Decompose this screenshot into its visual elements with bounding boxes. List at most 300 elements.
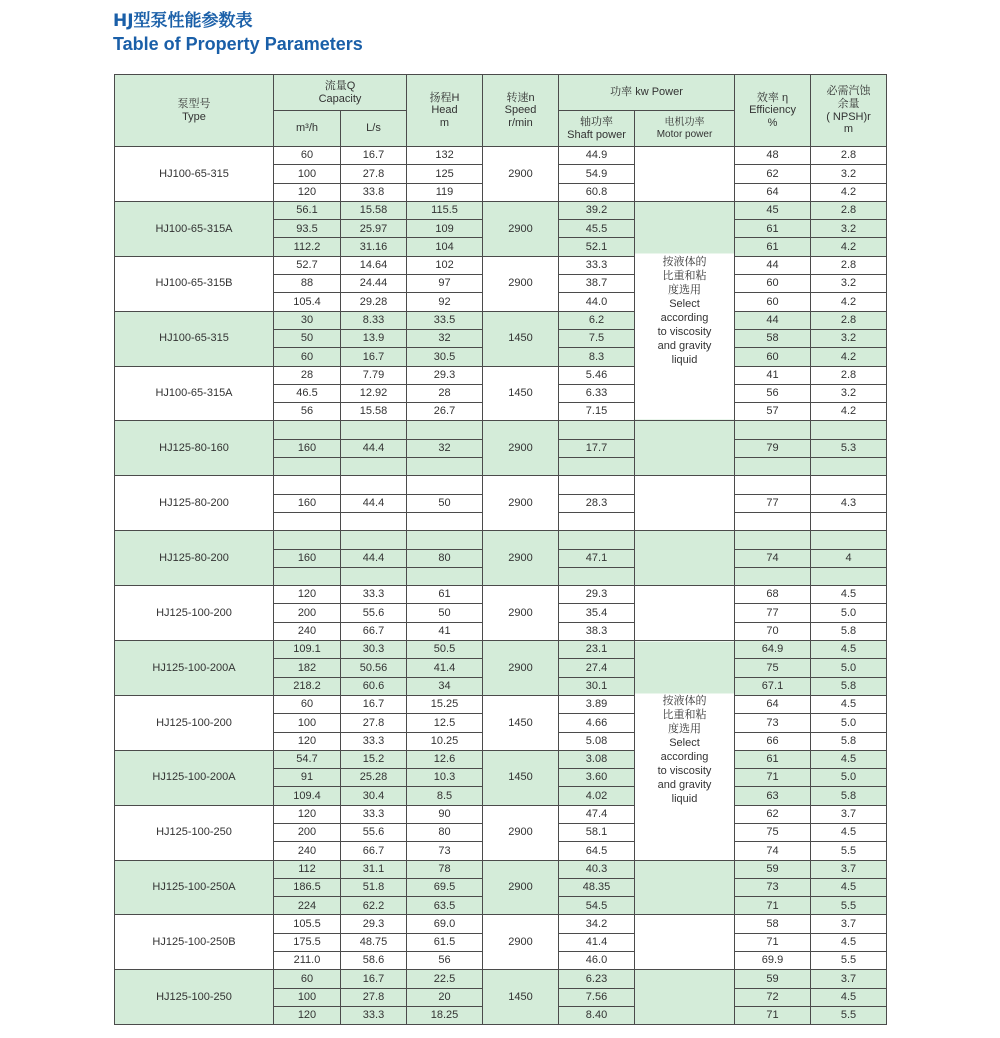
capacity-ls-cell: 25.28 <box>341 769 407 787</box>
pump-type-cell: HJ125-100-250B <box>115 915 274 970</box>
capacity-ls-cell: 58.6 <box>341 952 407 970</box>
table-row <box>115 915 887 933</box>
capacity-m3h-cell: 112 <box>274 860 341 878</box>
capacity-m3h-cell: 120 <box>274 183 341 201</box>
shaft-power-cell <box>559 531 635 549</box>
head-cell: 56 <box>407 952 483 970</box>
capacity-ls-cell: 16.7 <box>341 695 407 713</box>
shaft-power-cell: 5.08 <box>559 732 635 750</box>
head-cell: 102 <box>407 256 483 274</box>
header-efficiency <box>735 75 811 147</box>
motor-note-en-line2: according <box>660 312 709 325</box>
shaft-power-cell <box>559 512 635 530</box>
table-row <box>115 366 887 384</box>
capacity-m3h-cell: 60 <box>274 147 341 165</box>
capacity-ls-cell: 24.44 <box>341 275 407 293</box>
table-row <box>115 860 887 878</box>
speed-cell: 2900 <box>483 915 559 970</box>
table-row <box>115 201 887 219</box>
npsh-cell: 4.5 <box>811 641 887 659</box>
efficiency-cell: 68 <box>735 586 811 604</box>
shaft-power-cell: 54.5 <box>559 897 635 915</box>
motor-power-cell <box>635 421 735 476</box>
shaft-power-cell: 64.5 <box>559 842 635 860</box>
header-eff-en: Efficiency <box>749 104 796 117</box>
npsh-cell: 4.2 <box>811 403 887 421</box>
efficiency-cell: 62 <box>735 805 811 823</box>
capacity-ls-cell: 66.7 <box>341 842 407 860</box>
capacity-m3h-cell: 200 <box>274 823 341 841</box>
efficiency-cell: 64.9 <box>735 641 811 659</box>
efficiency-cell <box>735 476 811 494</box>
capacity-ls-cell: 30.4 <box>341 787 407 805</box>
capacity-m3h-cell: 46.5 <box>274 384 341 402</box>
capacity-m3h-cell: 93.5 <box>274 220 341 238</box>
capacity-m3h-cell: 56 <box>274 403 341 421</box>
efficiency-cell: 71 <box>735 1006 811 1024</box>
shaft-power-cell: 7.5 <box>559 329 635 347</box>
motor-power-cell <box>635 531 735 586</box>
efficiency-cell: 56 <box>735 384 811 402</box>
header-shaft-en: Shaft power <box>567 128 626 141</box>
efficiency-cell: 61 <box>735 238 811 256</box>
capacity-ls-cell: 13.9 <box>341 329 407 347</box>
header-npsh-unit: m <box>843 123 854 136</box>
head-cell: 80 <box>407 823 483 841</box>
header-head <box>407 75 483 147</box>
pump-type-cell: HJ125-80-160 <box>115 421 274 476</box>
capacity-ls-cell: 29.28 <box>341 293 407 311</box>
capacity-m3h-cell: 211.0 <box>274 952 341 970</box>
npsh-cell: 3.2 <box>811 275 887 293</box>
efficiency-cell: 71 <box>735 769 811 787</box>
capacity-m3h-cell: 30 <box>274 311 341 329</box>
shaft-power-cell: 4.66 <box>559 714 635 732</box>
motor-note-en-line4: and gravity <box>657 779 712 792</box>
npsh-cell: 4.2 <box>811 348 887 366</box>
head-cell: 28 <box>407 384 483 402</box>
speed-cell: 2900 <box>483 201 559 256</box>
efficiency-cell: 61 <box>735 750 811 768</box>
motor-note-en-line5: liquid <box>671 793 698 806</box>
npsh-cell: 5.8 <box>811 677 887 695</box>
capacity-m3h-cell: 50 <box>274 329 341 347</box>
motor-power-cell <box>635 586 735 641</box>
header-type-en: Type <box>182 110 206 123</box>
capacity-m3h-cell: 160 <box>274 494 341 512</box>
property-parameters-table <box>114 74 887 1025</box>
capacity-ls-cell <box>341 476 407 494</box>
capacity-m3h-cell: 218.2 <box>274 677 341 695</box>
pump-type-cell: HJ100-65-315B <box>115 256 274 311</box>
npsh-cell: 3.7 <box>811 805 887 823</box>
capacity-ls-cell: 12.92 <box>341 384 407 402</box>
efficiency-cell: 59 <box>735 860 811 878</box>
capacity-ls-cell: 25.97 <box>341 220 407 238</box>
efficiency-cell: 66 <box>735 732 811 750</box>
shaft-power-cell: 58.1 <box>559 823 635 841</box>
table-row <box>115 641 887 659</box>
motor-note-en-line1: Select <box>669 298 700 311</box>
table-row <box>115 421 887 439</box>
npsh-cell: 4.5 <box>811 988 887 1006</box>
head-cell: 10.3 <box>407 769 483 787</box>
npsh-cell: 5.5 <box>811 952 887 970</box>
efficiency-cell: 71 <box>735 897 811 915</box>
npsh-cell: 2.8 <box>811 311 887 329</box>
motor-power-note <box>635 255 734 367</box>
head-cell: 69.5 <box>407 878 483 896</box>
capacity-ls-cell: 44.4 <box>341 494 407 512</box>
speed-cell: 2900 <box>483 860 559 915</box>
shaft-power-cell: 38.7 <box>559 275 635 293</box>
efficiency-cell: 67.1 <box>735 677 811 695</box>
capacity-ls-cell <box>341 421 407 439</box>
pump-type-cell: HJ100-65-315A <box>115 201 274 256</box>
shaft-power-cell: 47.1 <box>559 549 635 567</box>
shaft-power-cell: 48.35 <box>559 878 635 896</box>
efficiency-cell: 69.9 <box>735 952 811 970</box>
head-cell: 61 <box>407 586 483 604</box>
shaft-power-cell <box>559 421 635 439</box>
head-cell <box>407 531 483 549</box>
npsh-cell: 4.2 <box>811 183 887 201</box>
capacity-ls-cell <box>341 512 407 530</box>
shaft-power-cell: 54.9 <box>559 165 635 183</box>
capacity-m3h-cell: 175.5 <box>274 933 341 951</box>
efficiency-cell: 73 <box>735 714 811 732</box>
speed-cell: 2900 <box>483 147 559 202</box>
efficiency-cell: 41 <box>735 366 811 384</box>
head-cell: 92 <box>407 293 483 311</box>
header-shaft-power <box>559 111 635 147</box>
header-npsh-cn: 必需汽蚀余量 <box>826 85 871 110</box>
efficiency-cell: 60 <box>735 348 811 366</box>
capacity-m3h-cell <box>274 512 341 530</box>
npsh-cell: 4.5 <box>811 586 887 604</box>
speed-cell: 1450 <box>483 970 559 1025</box>
table-row <box>115 256 887 274</box>
pump-type-cell: HJ125-100-200 <box>115 695 274 750</box>
head-cell <box>407 421 483 439</box>
capacity-m3h-cell: 240 <box>274 842 341 860</box>
motor-note-cn-line1: 按液体的 <box>662 256 707 269</box>
efficiency-cell: 70 <box>735 622 811 640</box>
head-cell: 73 <box>407 842 483 860</box>
capacity-ls-cell: 15.2 <box>341 750 407 768</box>
header-head-en: Head <box>431 104 458 117</box>
head-cell: 34 <box>407 677 483 695</box>
efficiency-cell <box>735 421 811 439</box>
npsh-cell <box>811 476 887 494</box>
table-row <box>115 531 887 549</box>
capacity-m3h-cell <box>274 476 341 494</box>
npsh-cell: 3.7 <box>811 860 887 878</box>
shaft-power-cell: 17.7 <box>559 439 635 457</box>
pump-type-cell: HJ125-100-200A <box>115 641 274 696</box>
capacity-ls-cell: 16.7 <box>341 970 407 988</box>
header-speed-unit: r/min <box>508 116 533 129</box>
shaft-power-cell: 35.4 <box>559 604 635 622</box>
speed-cell: 2900 <box>483 586 559 641</box>
npsh-cell: 5.8 <box>811 732 887 750</box>
head-cell <box>407 476 483 494</box>
shaft-power-cell: 5.46 <box>559 366 635 384</box>
efficiency-cell: 44 <box>735 256 811 274</box>
head-cell: 41 <box>407 622 483 640</box>
pump-type-cell: HJ125-80-200 <box>115 476 274 531</box>
header-head-unit: m <box>439 116 450 129</box>
shaft-power-cell <box>559 458 635 476</box>
head-cell: 8.5 <box>407 787 483 805</box>
shaft-power-cell: 3.89 <box>559 695 635 713</box>
shaft-power-cell: 34.2 <box>559 915 635 933</box>
pump-type-cell: HJ125-100-200 <box>115 586 274 641</box>
page-title-en: Table of Property Parameters <box>113 34 363 54</box>
header-speed-cn: 转速n <box>506 91 535 104</box>
header-capacity-en: Capacity <box>318 92 362 105</box>
pump-type-cell: HJ100-65-315 <box>115 147 274 202</box>
head-cell <box>407 458 483 476</box>
efficiency-cell <box>735 567 811 585</box>
npsh-cell: 5.0 <box>811 769 887 787</box>
capacity-m3h-cell: 52.7 <box>274 256 341 274</box>
head-cell: 20 <box>407 988 483 1006</box>
shaft-power-cell: 27.4 <box>559 659 635 677</box>
shaft-power-cell: 30.1 <box>559 677 635 695</box>
motor-note-en-line3: to viscosity <box>657 326 712 339</box>
capacity-ls-cell: 60.6 <box>341 677 407 695</box>
table-header <box>115 75 887 147</box>
capacity-m3h-cell: 120 <box>274 586 341 604</box>
shaft-power-cell: 3.08 <box>559 750 635 768</box>
motor-note-cn-line3: 度选用 <box>668 284 702 297</box>
npsh-cell: 2.8 <box>811 256 887 274</box>
header-type-cn: 泵型号 <box>177 97 211 110</box>
header-eff-unit: % <box>767 116 778 129</box>
capacity-m3h-cell: 160 <box>274 439 341 457</box>
head-cell: 97 <box>407 275 483 293</box>
shaft-power-cell: 38.3 <box>559 622 635 640</box>
shaft-power-cell: 44.0 <box>559 293 635 311</box>
table-row <box>115 476 887 494</box>
head-cell: 50.5 <box>407 641 483 659</box>
capacity-ls-cell: 27.8 <box>341 165 407 183</box>
motor-power-merged-cell <box>635 201 735 421</box>
header-speed-en: Speed <box>504 104 537 117</box>
efficiency-cell: 58 <box>735 915 811 933</box>
capacity-m3h-cell: 109.1 <box>274 641 341 659</box>
efficiency-cell: 45 <box>735 201 811 219</box>
capacity-m3h-cell: 56.1 <box>274 201 341 219</box>
shaft-power-cell: 29.3 <box>559 586 635 604</box>
npsh-cell: 5.0 <box>811 659 887 677</box>
capacity-m3h-cell: 88 <box>274 275 341 293</box>
shaft-power-cell: 28.3 <box>559 494 635 512</box>
head-cell: 33.5 <box>407 311 483 329</box>
motor-note-en-line5: liquid <box>671 354 698 367</box>
efficiency-cell: 71 <box>735 933 811 951</box>
npsh-cell: 3.7 <box>811 915 887 933</box>
motor-note-cn-line2: 比重和粘 <box>662 270 707 283</box>
header-npsh <box>811 75 887 147</box>
capacity-ls-cell: 66.7 <box>341 622 407 640</box>
table-row <box>115 695 887 713</box>
head-cell: 29.3 <box>407 366 483 384</box>
efficiency-cell <box>735 512 811 530</box>
capacity-ls-cell: 55.6 <box>341 604 407 622</box>
table-row <box>115 586 887 604</box>
header-speed <box>483 75 559 147</box>
npsh-cell: 3.2 <box>811 165 887 183</box>
capacity-m3h-cell: 120 <box>274 1006 341 1024</box>
efficiency-cell: 63 <box>735 787 811 805</box>
npsh-cell: 2.8 <box>811 147 887 165</box>
capacity-ls-cell: 7.79 <box>341 366 407 384</box>
head-cell: 63.5 <box>407 897 483 915</box>
head-cell: 132 <box>407 147 483 165</box>
capacity-m3h-cell: 105.4 <box>274 293 341 311</box>
shaft-power-cell: 45.5 <box>559 220 635 238</box>
capacity-m3h-cell: 100 <box>274 165 341 183</box>
header-eff-cn: 效率 η <box>756 91 789 104</box>
head-cell: 26.7 <box>407 403 483 421</box>
capacity-ls-cell <box>341 531 407 549</box>
efficiency-cell: 44 <box>735 311 811 329</box>
npsh-cell: 2.8 <box>811 366 887 384</box>
shaft-power-cell: 40.3 <box>559 860 635 878</box>
capacity-m3h-cell: 200 <box>274 604 341 622</box>
efficiency-cell: 77 <box>735 494 811 512</box>
speed-cell: 2900 <box>483 641 559 696</box>
capacity-m3h-cell: 91 <box>274 769 341 787</box>
shaft-power-cell: 6.33 <box>559 384 635 402</box>
npsh-cell: 5.0 <box>811 604 887 622</box>
motor-power-note <box>635 694 734 806</box>
npsh-cell <box>811 421 887 439</box>
header-capacity <box>274 75 407 111</box>
capacity-ls-cell: 14.64 <box>341 256 407 274</box>
npsh-cell: 5.0 <box>811 714 887 732</box>
efficiency-cell: 64 <box>735 183 811 201</box>
shaft-power-cell: 7.15 <box>559 403 635 421</box>
page-title-cn: HJ型泵性能参数表 <box>113 11 253 31</box>
table-row <box>115 311 887 329</box>
npsh-cell: 4.5 <box>811 933 887 951</box>
pump-type-cell: HJ125-100-250 <box>115 970 274 1025</box>
shaft-power-cell: 46.0 <box>559 952 635 970</box>
shaft-power-cell: 44.9 <box>559 147 635 165</box>
table-body <box>115 147 887 1025</box>
capacity-m3h-cell: 100 <box>274 714 341 732</box>
speed-cell: 2900 <box>483 476 559 531</box>
capacity-m3h-cell: 105.5 <box>274 915 341 933</box>
capacity-ls-cell: 29.3 <box>341 915 407 933</box>
capacity-ls-cell: 33.3 <box>341 805 407 823</box>
motor-note-en-line4: and gravity <box>657 340 712 353</box>
npsh-cell <box>811 512 887 530</box>
capacity-m3h-cell <box>274 531 341 549</box>
motor-note-en-line1: Select <box>669 737 700 750</box>
capacity-m3h-cell: 28 <box>274 366 341 384</box>
table-row <box>115 805 887 823</box>
npsh-cell: 5.3 <box>811 439 887 457</box>
header-head-cn: 扬程H <box>429 91 460 104</box>
capacity-ls-cell: 33.3 <box>341 586 407 604</box>
capacity-m3h-cell <box>274 421 341 439</box>
capacity-ls-cell <box>341 567 407 585</box>
npsh-cell: 4 <box>811 549 887 567</box>
motor-power-cell <box>635 915 735 970</box>
motor-note-en-line2: according <box>660 751 709 764</box>
head-cell: 80 <box>407 549 483 567</box>
head-cell: 15.25 <box>407 695 483 713</box>
efficiency-cell: 79 <box>735 439 811 457</box>
header-npsh-en: ( NPSH)r <box>826 110 871 123</box>
capacity-ls-cell: 55.6 <box>341 823 407 841</box>
npsh-cell: 3.2 <box>811 220 887 238</box>
capacity-ls-cell: 16.7 <box>341 348 407 366</box>
npsh-cell: 4.5 <box>811 878 887 896</box>
pump-type-cell: HJ100-65-315A <box>115 366 274 421</box>
header-power <box>559 75 735 111</box>
npsh-cell: 5.5 <box>811 1006 887 1024</box>
pump-type-cell: HJ125-100-250A <box>115 860 274 915</box>
capacity-ls-cell: 27.8 <box>341 988 407 1006</box>
shaft-power-cell: 41.4 <box>559 933 635 951</box>
speed-cell: 2900 <box>483 531 559 586</box>
head-cell: 61.5 <box>407 933 483 951</box>
head-cell: 10.25 <box>407 732 483 750</box>
efficiency-cell: 72 <box>735 988 811 1006</box>
speed-cell: 1450 <box>483 311 559 366</box>
efficiency-cell: 60 <box>735 293 811 311</box>
npsh-cell: 4.2 <box>811 238 887 256</box>
capacity-m3h-cell <box>274 458 341 476</box>
head-cell: 12.5 <box>407 714 483 732</box>
efficiency-cell: 74 <box>735 549 811 567</box>
capacity-ls-cell: 16.7 <box>341 147 407 165</box>
shaft-power-cell: 6.23 <box>559 970 635 988</box>
shaft-power-cell: 7.56 <box>559 988 635 1006</box>
head-cell: 78 <box>407 860 483 878</box>
motor-power-merged-cell <box>635 641 735 861</box>
capacity-ls-cell: 31.1 <box>341 860 407 878</box>
head-cell: 119 <box>407 183 483 201</box>
head-cell <box>407 512 483 530</box>
efficiency-cell: 62 <box>735 165 811 183</box>
efficiency-cell: 75 <box>735 823 811 841</box>
efficiency-cell: 61 <box>735 220 811 238</box>
efficiency-cell: 57 <box>735 403 811 421</box>
pump-type-cell: HJ125-80-200 <box>115 531 274 586</box>
npsh-cell: 4.5 <box>811 750 887 768</box>
motor-note-cn-line3: 度选用 <box>668 723 702 736</box>
head-cell: 115.5 <box>407 201 483 219</box>
efficiency-cell: 60 <box>735 275 811 293</box>
capacity-m3h-cell: 109.4 <box>274 787 341 805</box>
capacity-ls-cell: 31.16 <box>341 238 407 256</box>
capacity-m3h-cell: 160 <box>274 549 341 567</box>
head-cell: 12.6 <box>407 750 483 768</box>
table-row <box>115 750 887 768</box>
table-row <box>115 147 887 165</box>
capacity-m3h-cell: 54.7 <box>274 750 341 768</box>
pump-type-cell: HJ100-65-315 <box>115 311 274 366</box>
capacity-m3h-cell: 60 <box>274 695 341 713</box>
capacity-m3h-cell: 60 <box>274 348 341 366</box>
head-cell: 50 <box>407 604 483 622</box>
